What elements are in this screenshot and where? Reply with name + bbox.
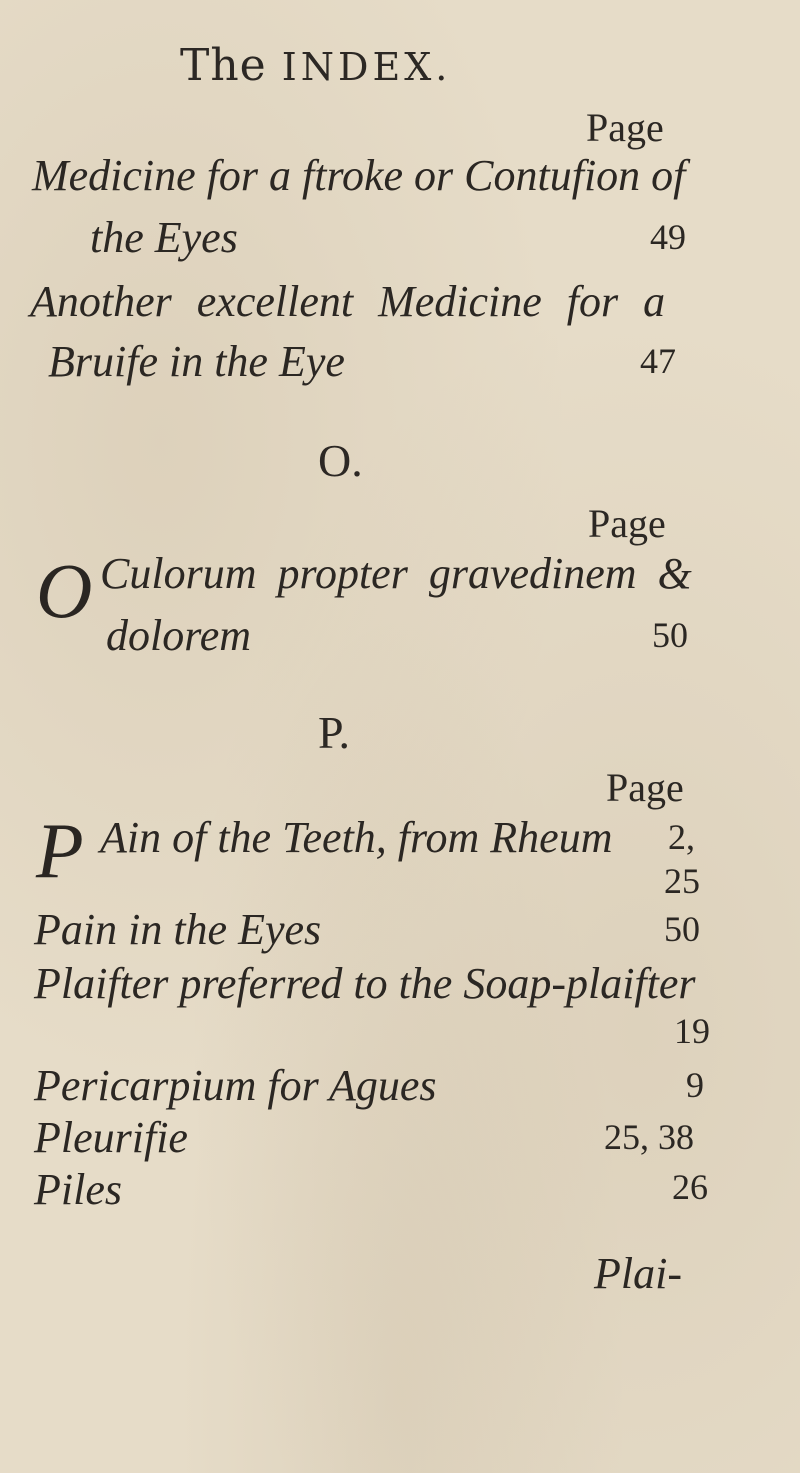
index-entry-text: the Eyes	[90, 213, 238, 262]
index-entry-page: 2,	[668, 817, 695, 857]
index-entry-page: 47	[640, 341, 676, 381]
page-column-label: Page	[588, 501, 666, 546]
index-entry-text: Bruife in the Eye	[48, 337, 345, 386]
page-column-label: Page	[586, 105, 664, 150]
index-entry-text: Medicine for a ftroke or Contufion of	[32, 151, 686, 200]
page-header	[180, 40, 451, 91]
section-letter-o: O.	[318, 435, 363, 486]
index-entry-text: Culorum propter gravedinem &	[100, 549, 692, 598]
index-entry-text: dolorem	[106, 611, 252, 660]
catchword: Plai-	[594, 1249, 682, 1298]
page-column-label: Page	[606, 765, 684, 810]
index-entry-text: Ain of the Teeth, from Rheum	[100, 813, 613, 862]
header-title: INDEX.	[281, 45, 452, 89]
index-entry-text: Pain in the Eyes	[34, 905, 322, 954]
index-entry-page: 49	[650, 217, 686, 257]
header-article: The	[180, 40, 267, 91]
index-entry-page: 26	[672, 1167, 708, 1207]
index-entry-page: 25, 38	[604, 1117, 694, 1157]
index-entry-text: Pericarpium for Agues	[34, 1061, 437, 1110]
index-entry-text: Another excellent Medicine for a	[30, 277, 666, 326]
index-entry-text: Piles	[34, 1165, 122, 1214]
section-letter-p: P.	[318, 707, 350, 758]
index-entry-page: 25	[664, 861, 700, 901]
index-entry-page: 19	[674, 1011, 710, 1051]
index-entry-page: 50	[652, 615, 688, 655]
index-entry-page: 50	[664, 909, 700, 949]
drop-cap-p: P	[36, 807, 84, 894]
index-entry-text: Plaifter preferred to the Soap-plaifter	[34, 959, 696, 1008]
index-entry-text: Pleurifie	[34, 1113, 188, 1162]
drop-cap-o: O	[36, 547, 93, 634]
index-entry-page: 9	[686, 1065, 704, 1105]
